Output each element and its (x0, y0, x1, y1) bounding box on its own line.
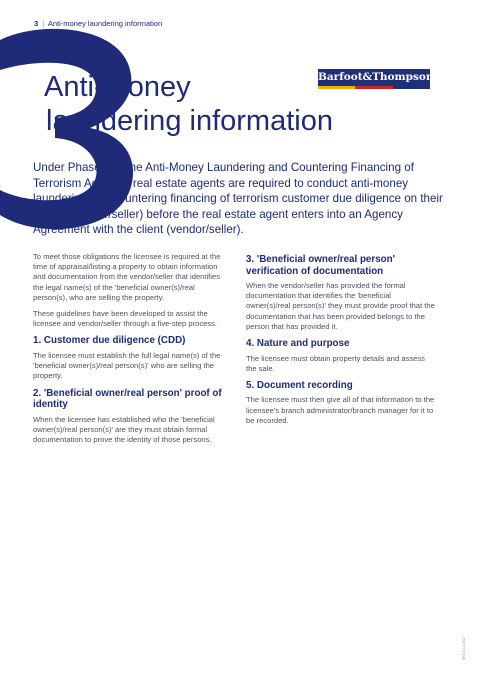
document-code: BFT/13 3/2017 (462, 636, 466, 660)
running-header (34, 19, 162, 28)
title-line-1: Anti-money (44, 71, 191, 103)
body-paragraph: When the licensee has established who the 'beneficial owner(s)/real person(s)' are they must obtain formal documentation to prove the identity of those persons. (33, 414, 215, 444)
step-heading: 3. 'Beneficial owner/real person' verification of documentation (246, 254, 395, 277)
step-heading: 4. Nature and purpose (246, 338, 350, 350)
step-heading: 2. 'Beneficial owner/real person' proof of identity (33, 387, 222, 411)
intro-paragraph: Under Phase 2 of the Anti-Money Laundering and Countering Financing of Terrorism Act 2009 real estate agents are required to conduct anti-money laundering and countering financing of terrorism customer due diligence on their clients (vendor/seller) before the real estate agent enters into an Agency Agreement with the client (vendor/seller). (33, 161, 443, 236)
body-paragraph: When the vendor/seller has provided the formal documentation that identifies the 'beneficial owner(s)/real person(s)' they must provide proof that the documentation that has been provided belongs to the person that has provided it. (246, 281, 435, 331)
step-heading: 5. Document recording (246, 379, 353, 391)
page-number: 3 (34, 19, 39, 28)
logo-stripe (318, 86, 430, 89)
brand-logo: Barfoot&Thompson (318, 69, 430, 89)
title-line-2: laundering information (46, 105, 333, 137)
body-paragraph: To meet those obligations the licensee is required at the time of appraisal/listing a property to obtain information and documentation from the vendor/seller that identifies the legal name(s) of the 'beneficial owner(s)/real person(s), who are selling the property. (33, 252, 221, 302)
right-column (246, 252, 436, 432)
body-paragraph: The licensee must obtain property details and assess the sale. (246, 353, 425, 373)
body-paragraph: The licensee must then give all of that information to the licensee's branch administrator/branch manager for it to be recorded. (246, 395, 435, 425)
step-heading: 1. Customer due diligence (CDD) (33, 335, 186, 347)
section-title: Anti-money laundering information (47, 19, 163, 28)
page-title (44, 70, 333, 138)
body-paragraph: The licensee must establish the full legal name(s) of the 'beneficial owner(s)/real person(s)' who are selling the property. (33, 350, 221, 381)
body-paragraph: These guidelines have been developed to assist the licensee and vendor/seller through a five-step process. (33, 309, 218, 329)
left-column (33, 252, 223, 451)
header-separator: | (42, 19, 45, 28)
